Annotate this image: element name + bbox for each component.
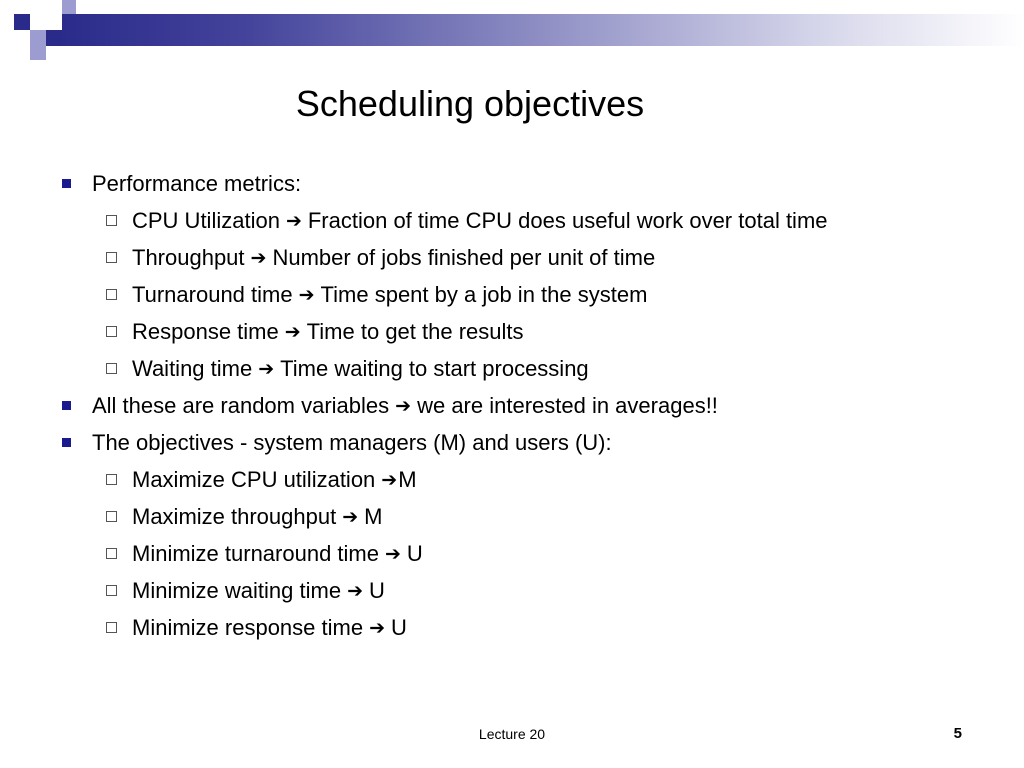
- item-description: M: [364, 503, 383, 529]
- item-term: Maximize throughput: [132, 503, 337, 529]
- item-term: Minimize turnaround time: [132, 540, 379, 566]
- header-gradient-bar: [56, 14, 1024, 46]
- list-item: [62, 498, 1002, 535]
- header-square: [46, 14, 62, 30]
- slide-title: Scheduling objectives: [295, 83, 645, 124]
- hollow-square-bullet-icon: [106, 215, 117, 226]
- square-bullet-icon: [62, 438, 71, 447]
- hollow-square-bullet-icon: [106, 585, 117, 596]
- header-square: [30, 46, 46, 60]
- header-square: [14, 14, 30, 30]
- item-description: U: [368, 577, 385, 603]
- item-term: Turnaround time: [132, 281, 293, 307]
- right-arrow-icon: ➔: [250, 246, 267, 269]
- list-item: [62, 202, 1002, 239]
- hollow-square-bullet-icon: [106, 511, 117, 522]
- right-arrow-icon: ➔: [285, 209, 302, 232]
- right-arrow-icon: ➔: [342, 505, 359, 528]
- item-description: Time waiting to start processing: [280, 355, 589, 381]
- list-item: [62, 572, 1002, 609]
- list-item: [62, 239, 1002, 276]
- item-term: Waiting time: [132, 355, 253, 381]
- list-item: [62, 313, 1002, 350]
- item-description: M: [398, 466, 417, 492]
- right-arrow-icon: ➔: [347, 579, 363, 602]
- list-item: [62, 535, 1002, 572]
- list-item: [62, 424, 1002, 461]
- hollow-square-bullet-icon: [106, 252, 117, 263]
- item-term: Throughput: [132, 244, 245, 270]
- right-arrow-icon: ➔: [284, 320, 301, 343]
- list-item: [62, 350, 1002, 387]
- item-text: Performance metrics:: [92, 170, 302, 196]
- right-arrow-icon: ➔: [395, 394, 412, 417]
- item-text: The objectives - system managers (M) and users (U):: [92, 429, 612, 455]
- item-description: we are interested in averages!!: [417, 392, 718, 418]
- bullet-list: [62, 165, 1002, 646]
- item-term: Response time: [132, 318, 279, 344]
- item-description: Time to get the results: [306, 318, 524, 344]
- list-item: [62, 461, 1002, 498]
- hollow-square-bullet-icon: [106, 289, 117, 300]
- list-item: [62, 387, 1002, 424]
- item-term: All these are random variables: [92, 392, 390, 418]
- list-item: [62, 609, 1002, 646]
- list-item: [62, 276, 1002, 313]
- square-bullet-icon: [62, 179, 71, 188]
- list-item: [62, 165, 1002, 202]
- item-description: Number of jobs finished per unit of time: [272, 244, 656, 270]
- item-term: Minimize response time: [132, 614, 364, 640]
- right-arrow-icon: ➔: [369, 616, 385, 639]
- right-arrow-icon: ➔: [384, 542, 401, 565]
- item-description: Time spent by a job in the system: [320, 281, 648, 307]
- header-square: [62, 0, 76, 14]
- hollow-square-bullet-icon: [106, 548, 117, 559]
- item-term: Minimize waiting time: [132, 577, 342, 603]
- hollow-square-bullet-icon: [106, 326, 117, 337]
- item-description: U: [406, 540, 423, 566]
- item-term: Maximize CPU utilization: [132, 466, 376, 492]
- item-term: CPU Utilization: [132, 207, 280, 233]
- hollow-square-bullet-icon: [106, 622, 117, 633]
- footer-lecture: Lecture 20: [478, 726, 546, 742]
- right-arrow-icon: ➔: [258, 357, 275, 380]
- item-description: Fraction of time CPU does useful work over total time: [307, 207, 828, 233]
- right-arrow-icon: ➔: [381, 468, 398, 491]
- page-number: 5: [953, 725, 962, 742]
- square-bullet-icon: [62, 401, 71, 410]
- right-arrow-icon: ➔: [298, 283, 315, 306]
- hollow-square-bullet-icon: [106, 363, 117, 374]
- hollow-square-bullet-icon: [106, 474, 117, 485]
- header-square: [30, 30, 46, 46]
- item-description: U: [391, 614, 407, 640]
- header-square: [46, 30, 62, 46]
